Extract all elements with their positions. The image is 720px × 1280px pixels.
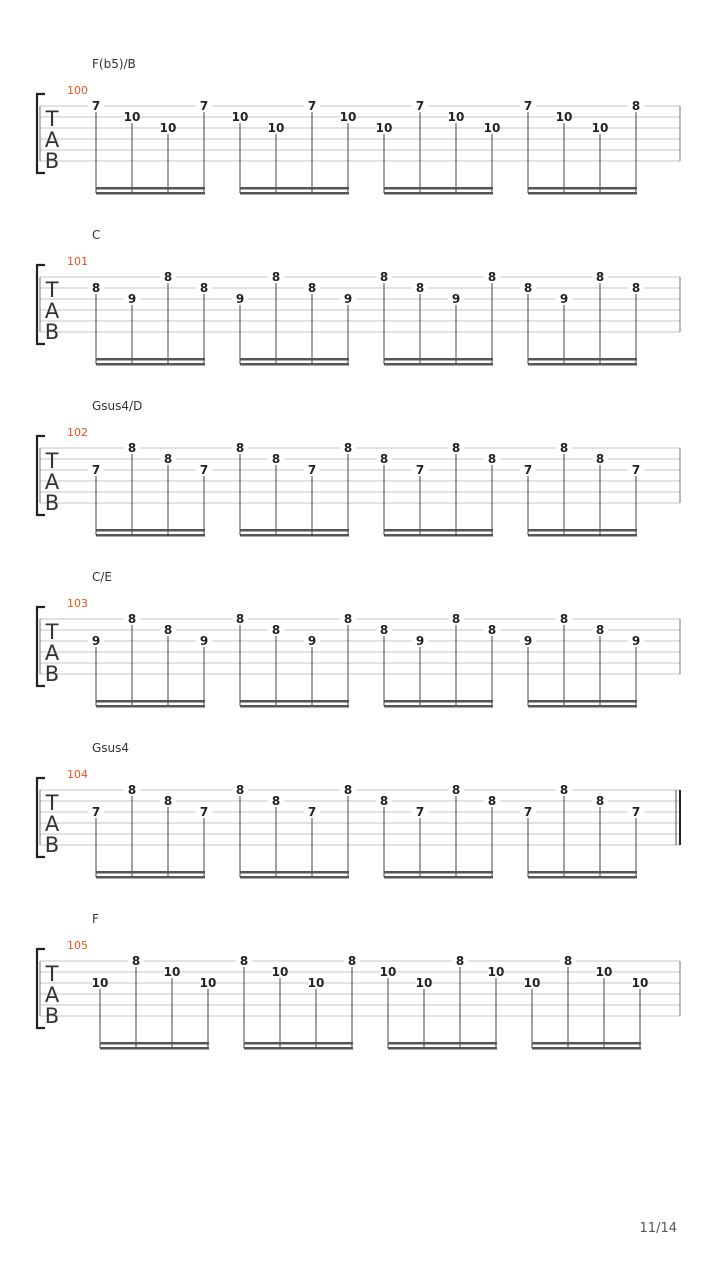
- chord-name: F: [92, 912, 99, 926]
- fret-number: 7: [199, 805, 209, 819]
- fret-number: 8: [595, 452, 605, 466]
- tab-clef-t: T: [45, 791, 59, 815]
- measure-number: 104: [67, 768, 88, 781]
- fret-number: 8: [379, 794, 389, 808]
- fret-number: 7: [91, 805, 101, 819]
- fret-number: 8: [271, 623, 281, 637]
- fret-number: 8: [163, 452, 173, 466]
- fret-number: 10: [523, 976, 541, 990]
- fret-number: 8: [91, 281, 101, 295]
- chord-name: F(b5)/B: [92, 57, 136, 71]
- fret-number: 7: [307, 463, 317, 477]
- fret-number: 8: [127, 612, 137, 626]
- beam: [528, 705, 637, 708]
- beam: [528, 700, 637, 703]
- fret-number: 9: [631, 634, 641, 648]
- fret-number: 8: [379, 270, 389, 284]
- fret-number: 7: [523, 463, 533, 477]
- fret-number: 8: [595, 794, 605, 808]
- measure-number: 100: [67, 84, 88, 97]
- beam: [96, 363, 205, 366]
- fret-number: 10: [415, 976, 433, 990]
- fret-number: 7: [523, 805, 533, 819]
- chord-name: Gsus4: [92, 741, 130, 755]
- beam: [240, 363, 349, 366]
- beam: [96, 187, 205, 190]
- fret-number: 10: [555, 110, 573, 124]
- fret-number: 10: [307, 976, 325, 990]
- beam: [528, 187, 637, 190]
- fret-number: 8: [163, 794, 173, 808]
- fret-number: 10: [159, 121, 177, 135]
- beam: [96, 705, 205, 708]
- fret-number: 9: [451, 292, 461, 306]
- beam: [532, 1047, 641, 1050]
- fret-number: 7: [199, 99, 209, 113]
- tab-clef-t: T: [45, 962, 59, 986]
- fret-number: 7: [307, 805, 317, 819]
- fret-number: 8: [451, 783, 461, 797]
- fret-number: 8: [559, 783, 569, 797]
- beam: [528, 871, 637, 874]
- beam: [240, 187, 349, 190]
- fret-number: 7: [523, 99, 533, 113]
- fret-number: 8: [343, 783, 353, 797]
- fret-number: 8: [235, 783, 245, 797]
- fret-number: 8: [563, 954, 573, 968]
- beam: [100, 1047, 209, 1050]
- fret-number: 8: [631, 281, 641, 295]
- fret-number: 7: [631, 463, 641, 477]
- fret-number: 9: [91, 634, 101, 648]
- beam: [100, 1042, 209, 1045]
- tab-clef-b: B: [44, 149, 60, 173]
- beam: [384, 705, 493, 708]
- fret-number: 7: [199, 463, 209, 477]
- fret-number: 9: [127, 292, 137, 306]
- beam: [96, 871, 205, 874]
- tab-clef-a: A: [44, 128, 60, 152]
- beam: [96, 876, 205, 879]
- fret-number: 8: [379, 623, 389, 637]
- fret-number: 7: [307, 99, 317, 113]
- fret-number: 10: [267, 121, 285, 135]
- fret-number: 8: [559, 612, 569, 626]
- fret-number: 8: [595, 623, 605, 637]
- tab-clef-a: A: [44, 641, 60, 665]
- fret-number: 8: [487, 623, 497, 637]
- beam: [240, 871, 349, 874]
- fret-number: 8: [127, 441, 137, 455]
- fret-number: 8: [451, 612, 461, 626]
- beam: [532, 1042, 641, 1045]
- tab-clef-a: A: [44, 812, 60, 836]
- beam: [384, 363, 493, 366]
- page-number: 11/14: [639, 1221, 677, 1236]
- beam: [384, 529, 493, 532]
- beam: [384, 700, 493, 703]
- beam: [528, 529, 637, 532]
- fret-number: 8: [163, 270, 173, 284]
- chord-name: C/E: [92, 570, 113, 584]
- fret-number: 8: [523, 281, 533, 295]
- tab-clef-b: B: [44, 491, 60, 515]
- fret-number: 10: [199, 976, 217, 990]
- fret-number: 10: [375, 121, 393, 135]
- tab-clef-a: A: [44, 299, 60, 323]
- fret-number: 9: [415, 634, 425, 648]
- fret-number: 8: [271, 270, 281, 284]
- beam: [240, 529, 349, 532]
- fret-number: 8: [271, 794, 281, 808]
- beam: [384, 358, 493, 361]
- fret-number: 8: [343, 612, 353, 626]
- tab-clef-b: B: [44, 1004, 60, 1028]
- beam: [240, 876, 349, 879]
- fret-number: 8: [595, 270, 605, 284]
- beam: [96, 700, 205, 703]
- beam: [240, 700, 349, 703]
- fret-number: 10: [163, 965, 181, 979]
- fret-number: 8: [199, 281, 209, 295]
- fret-number: 10: [483, 121, 501, 135]
- beam: [240, 705, 349, 708]
- fret-number: 8: [415, 281, 425, 295]
- beam: [244, 1042, 353, 1045]
- fret-number: 7: [91, 463, 101, 477]
- fret-number: 10: [631, 976, 649, 990]
- tab-clef-a: A: [44, 983, 60, 1007]
- beam: [244, 1047, 353, 1050]
- fret-number: 10: [91, 976, 109, 990]
- beam: [384, 192, 493, 195]
- fret-number: 9: [343, 292, 353, 306]
- fret-number: 10: [339, 110, 357, 124]
- fret-number: 8: [559, 441, 569, 455]
- measure-number: 101: [67, 255, 88, 268]
- beam: [384, 534, 493, 537]
- tab-clef-b: B: [44, 320, 60, 344]
- beam: [388, 1042, 497, 1045]
- beam: [528, 192, 637, 195]
- beam: [528, 876, 637, 879]
- fret-number: 10: [591, 121, 609, 135]
- beam: [96, 192, 205, 195]
- tab-clef-t: T: [45, 449, 59, 473]
- fret-number: 7: [631, 805, 641, 819]
- beam: [384, 871, 493, 874]
- fret-number: 9: [559, 292, 569, 306]
- fret-number: 7: [415, 99, 425, 113]
- fret-number: 9: [307, 634, 317, 648]
- beam: [240, 534, 349, 537]
- fret-number: 8: [487, 794, 497, 808]
- fret-number: 8: [127, 783, 137, 797]
- beam: [240, 358, 349, 361]
- beam: [528, 363, 637, 366]
- fret-number: 7: [91, 99, 101, 113]
- chord-name: C: [92, 228, 101, 242]
- fret-number: 8: [451, 441, 461, 455]
- measure-number: 103: [67, 597, 88, 610]
- fret-number: 8: [487, 270, 497, 284]
- fret-number: 8: [235, 441, 245, 455]
- fret-number: 8: [455, 954, 465, 968]
- fret-number: 8: [131, 954, 141, 968]
- fret-number: 9: [235, 292, 245, 306]
- fret-number: 9: [199, 634, 209, 648]
- tab-clef-a: A: [44, 470, 60, 494]
- tab-clef-t: T: [45, 107, 59, 131]
- tab-clef-b: B: [44, 662, 60, 686]
- beam: [388, 1047, 497, 1050]
- fret-number: 10: [379, 965, 397, 979]
- fret-number: 10: [487, 965, 505, 979]
- fret-number: 8: [487, 452, 497, 466]
- fret-number: 8: [631, 99, 641, 113]
- fret-number: 8: [239, 954, 249, 968]
- fret-number: 7: [415, 805, 425, 819]
- fret-number: 10: [123, 110, 141, 124]
- beam: [240, 192, 349, 195]
- fret-number: 10: [231, 110, 249, 124]
- fret-number: 8: [379, 452, 389, 466]
- fret-number: 8: [235, 612, 245, 626]
- beam: [384, 876, 493, 879]
- measure-number: 105: [67, 939, 88, 952]
- beam: [528, 534, 637, 537]
- beam: [528, 358, 637, 361]
- beam: [96, 358, 205, 361]
- fret-number: 8: [307, 281, 317, 295]
- fret-number: 8: [163, 623, 173, 637]
- chord-name: Gsus4/D: [92, 399, 143, 413]
- fret-number: 10: [271, 965, 289, 979]
- fret-number: 10: [447, 110, 465, 124]
- fret-number: 9: [523, 634, 533, 648]
- tab-clef-t: T: [45, 620, 59, 644]
- fret-number: 8: [343, 441, 353, 455]
- fret-number: 8: [271, 452, 281, 466]
- tab-clef-b: B: [44, 833, 60, 857]
- tab-clef-t: T: [45, 278, 59, 302]
- beam: [96, 529, 205, 532]
- fret-number: 10: [595, 965, 613, 979]
- measure-number: 102: [67, 426, 88, 439]
- fret-number: 8: [347, 954, 357, 968]
- fret-number: 7: [415, 463, 425, 477]
- beam: [384, 187, 493, 190]
- beam: [96, 534, 205, 537]
